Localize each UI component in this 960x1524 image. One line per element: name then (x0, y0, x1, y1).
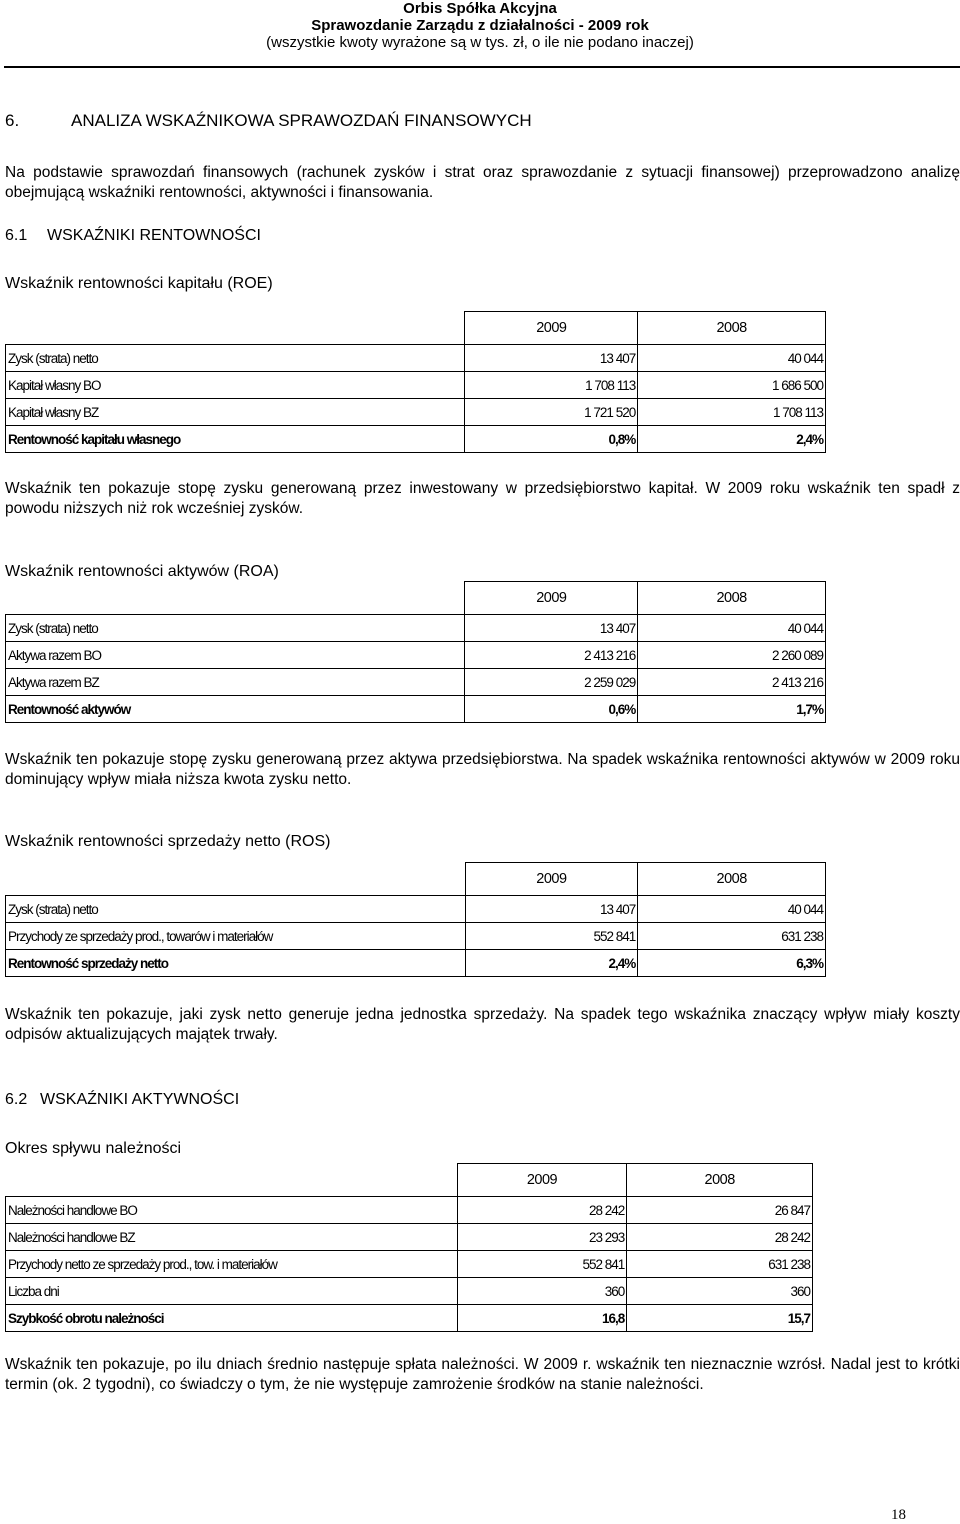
roa-table (5, 581, 826, 723)
value-2008: 40 044 (638, 615, 826, 642)
row-label: Zysk (strata) netto (6, 615, 465, 642)
value-2008: 2 413 216 (638, 669, 826, 696)
year-header: 2008 (627, 1164, 813, 1197)
table-row (6, 669, 826, 696)
roa-comment: Wskaźnik ten pokazuje stopę zysku generowaną przez aktywa przedsiębiorstwa. Na spadek wskaźnika rentowności aktywów w 2009 roku dominujący wpływ miała niższa kwota zysku netto. (5, 751, 960, 788)
value-2009: 552 841 (457, 1251, 627, 1278)
subsection-title: WSKAŹNIKI AKTYWNOŚCI (40, 1091, 240, 1108)
value-2009: 360 (457, 1278, 627, 1305)
value-2009: 2 259 029 (465, 669, 638, 696)
row-label: Zysk (strata) netto (6, 896, 466, 923)
table-row-result (6, 426, 826, 453)
value-2008: 26 847 (627, 1197, 813, 1224)
value-2009: 16,8 (457, 1305, 627, 1332)
row-label: Zysk (strata) netto (6, 345, 465, 372)
value-2008: 2 260 089 (638, 642, 826, 669)
row-label: Rentowność aktywów (6, 696, 465, 723)
row-label: Przychody netto ze sprzedaży prod., tow. i materiałów (6, 1251, 458, 1278)
table-row-result (6, 1305, 813, 1332)
value-2009: 1 708 113 (465, 372, 638, 399)
header-empty-cell (6, 582, 465, 615)
value-2009: 0,8% (465, 426, 638, 453)
value-2008: 1 686 500 (638, 372, 826, 399)
row-label: Liczba dni (6, 1278, 458, 1305)
page-header (0, 0, 960, 51)
table-header-row (6, 1164, 813, 1197)
roa-title: Wskaźnik rentowności aktywów (ROA) (5, 563, 279, 580)
row-label: Należności handlowe BO (6, 1197, 458, 1224)
value-2008: 2,4% (638, 426, 826, 453)
row-label: Szybkość obrotu należności (6, 1305, 458, 1332)
value-2008: 40 044 (638, 345, 826, 372)
value-2008: 1,7% (638, 696, 826, 723)
value-2009: 1 721 520 (465, 399, 638, 426)
receivables-title: Okres spływu należności (5, 1140, 182, 1157)
table-header-row (6, 582, 826, 615)
value-2009: 13 407 (465, 345, 638, 372)
company-name: Orbis Spółka Akcyjna (403, 0, 557, 17)
subsection-number: 6.1 (5, 227, 28, 244)
table-row (6, 896, 826, 923)
table-row (6, 345, 826, 372)
value-2009: 13 407 (465, 896, 638, 923)
value-2008: 15,7 (627, 1305, 813, 1332)
receivables-comment: Wskaźnik ten pokazuje, po ilu dniach średnio następuje spłata należności. W 2009 r. wskaźnik ten nieznacznie wzrósł. Nadal jest to krótki termin (ok. 2 tygodni), co świadczy o tym, że nie występuje zamrożenie środków na stanie należności. (5, 1356, 960, 1393)
receivables-table (5, 1163, 813, 1332)
value-2008: 40 044 (638, 896, 826, 923)
roe-table (5, 311, 826, 453)
row-label: Aktywa razem BO (6, 642, 465, 669)
ros-comment: Wskaźnik ten pokazuje, jaki zysk netto generuje jedna jednostka sprzedaży. Na spadek tego wskaźnika znaczący wpływ miały koszty odpisów aktualizujących majątek trwały. (5, 1006, 960, 1043)
table-row (6, 615, 826, 642)
value-2008: 1 708 113 (638, 399, 826, 426)
table-row (6, 642, 826, 669)
section-title: ANALIZA WSKAŹNIKOWA SPRAWOZDAŃ FINANSOWYCH (71, 111, 532, 130)
ros-title: Wskaźnik rentowności sprzedaży netto (ROS) (5, 833, 331, 850)
roe-title: Wskaźnik rentowności kapitału (ROE) (5, 275, 273, 292)
subsection-title: WSKAŹNIKI RENTOWNOŚCI (47, 227, 261, 244)
value-2008: 28 242 (627, 1224, 813, 1251)
table-header-row (6, 863, 826, 896)
value-2008: 631 238 (638, 923, 826, 950)
year-header: 2009 (465, 312, 638, 345)
year-header: 2008 (638, 863, 826, 896)
page-number: 18 (891, 1507, 906, 1523)
value-2009: 552 841 (465, 923, 638, 950)
table-row (6, 923, 826, 950)
value-2009: 23 293 (457, 1224, 627, 1251)
header-empty-cell (6, 312, 465, 345)
table-row (6, 399, 826, 426)
value-2008: 631 238 (627, 1251, 813, 1278)
value-2009: 2 413 216 (465, 642, 638, 669)
value-2009: 13 407 (465, 615, 638, 642)
header-empty-cell (6, 863, 466, 896)
table-row-result (6, 950, 826, 977)
value-2009: 0,6% (465, 696, 638, 723)
row-label: Kapitał własny BZ (6, 399, 465, 426)
year-header: 2008 (638, 312, 826, 345)
row-label: Przychody ze sprzedaży prod., towarów i materiałów (6, 923, 466, 950)
year-header: 2009 (465, 863, 638, 896)
year-header: 2008 (638, 582, 826, 615)
amounts-note: (wszystkie kwoty wyrażone są w tys. zł, o ile nie podano inaczej) (266, 34, 694, 51)
roe-comment: Wskaźnik ten pokazuje stopę zysku generowaną przez inwestowany w przedsiębiorstwo kapitał. W 2009 roku wskaźnik ten spadł z powodu niższych niż rok wcześniej zysków. (5, 480, 960, 517)
table-row (6, 1278, 813, 1305)
row-label: Rentowność kapitału własnego (6, 426, 465, 453)
value-2008: 360 (627, 1278, 813, 1305)
row-label: Należności handlowe BZ (6, 1224, 458, 1251)
table-header-row (6, 312, 826, 345)
value-2008: 6,3% (638, 950, 826, 977)
table-row-result (6, 696, 826, 723)
section-number: 6. (5, 111, 20, 130)
table-row (6, 1224, 813, 1251)
header-divider (4, 66, 960, 68)
row-label: Rentowność sprzedaży netto (6, 950, 466, 977)
ros-table (5, 862, 826, 977)
row-label: Aktywa razem BZ (6, 669, 465, 696)
subsection-number: 6.2 (5, 1091, 28, 1108)
table-row (6, 372, 826, 399)
header-empty-cell (6, 1164, 458, 1197)
table-row (6, 1251, 813, 1278)
year-header: 2009 (465, 582, 638, 615)
value-2009: 28 242 (457, 1197, 627, 1224)
row-label: Kapitał własny BO (6, 372, 465, 399)
intro-paragraph: Na podstawie sprawozdań finansowych (rachunek zysków i strat oraz sprawozdanie z sytuacji finansowej) przeprowadzono analizę obejmującą wskaźniki rentowności, aktywności i finansowania. (5, 164, 960, 201)
table-row (6, 1197, 813, 1224)
value-2009: 2,4% (465, 950, 638, 977)
year-header: 2009 (457, 1164, 627, 1197)
report-title: Sprawozdanie Zarządu z działalności - 2009 rok (311, 17, 649, 34)
